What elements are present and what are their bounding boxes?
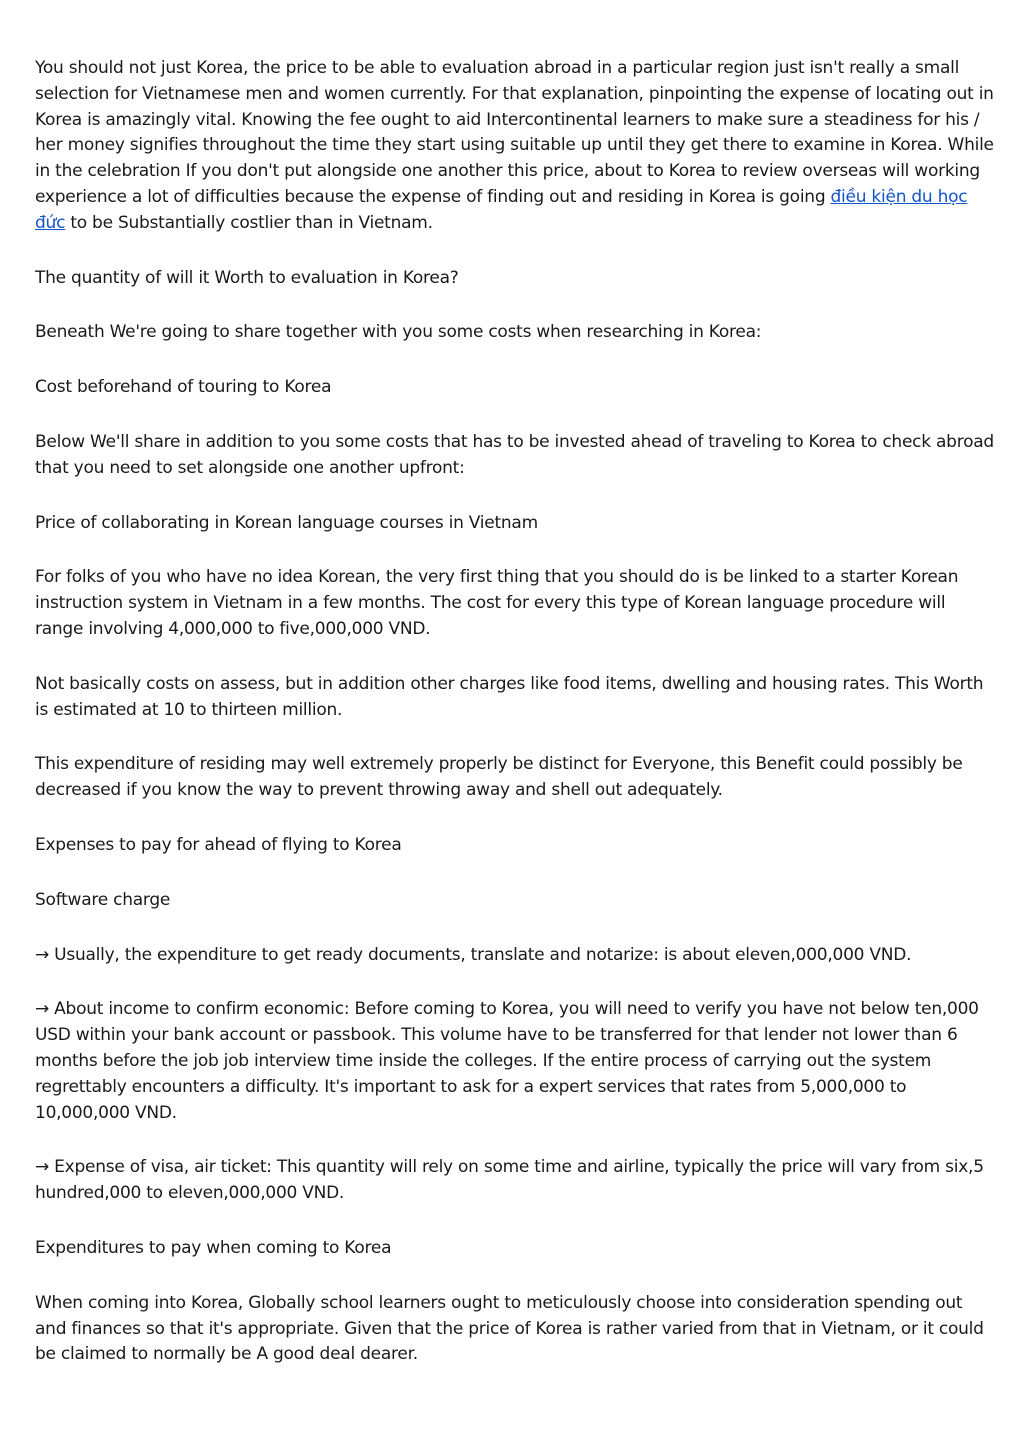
paragraph: For folks of you who have no idea Korean, the very first thing that you should do is be linked to a starter Korean instruction system in Vietnam in a few months. The cost for every this type of Korean language procedure will range involving 4,000,000 to five,000,000 VND. bbox=[35, 567, 959, 639]
paragraph: Cost beforehand of touring to Korea bbox=[35, 377, 332, 398]
paragraph: Expenses to pay for ahead of flying to Korea bbox=[35, 834, 402, 855]
paragraph: Software charge bbox=[35, 889, 171, 910]
paragraph: The quantity of will it Worth to evaluation in Korea? bbox=[35, 267, 459, 288]
paragraph: Beneath We're going to share together with you some costs when researching in Korea: bbox=[35, 322, 762, 343]
paragraph: Expenditures to pay when coming to Korea bbox=[35, 1237, 392, 1258]
paragraph-text: to be Substantially costlier than in Vietnam. bbox=[65, 212, 433, 233]
paragraph-intro bbox=[35, 56, 995, 237]
paragraph: Price of collaborating in Korean language courses in Vietnam bbox=[35, 512, 538, 533]
inline-link[interactable]: điều kiện du học đức bbox=[35, 186, 968, 233]
paragraph-text: You should not just Korea, the price to be able to evaluation abroad in a particular region just isn't really a small selection for Vietnamese men and women currently. For that explanation, pinpointing the expense of locating out in Korea is amazingly vital. Knowing the fee ought to aid Intercontinental learners to make sure a steadiness for his / her money signifies throughout the time they start using suitable up until they get there to examine in Korea. While in the celebration If you don't put alongside one another this price, about to Korea to review overseas will working experience a lot of difficulties because the expense of finding out and residing in Korea is going bbox=[35, 58, 994, 207]
paragraph: When coming into Korea, Globally school learners ought to meticulously choose into consideration spending out and finances so that it's appropriate. Given that the price of Korea is rather varied from that in Vietnam, or it could be claimed to normally be A good deal dearer. bbox=[35, 1292, 984, 1365]
paragraph: → Expense of visa, air ticket: This quantity will rely on some time and airline, typically the price will vary from six,5 hundred,000 to eleven,000,000 VND. bbox=[35, 1157, 984, 1204]
paragraph: This expenditure of residing may well extremely properly be distinct for Everyone, this Benefit could possibly be decreased if you know the way to prevent throwing away and shell out adequately. bbox=[35, 754, 963, 801]
paragraph: → About income to confirm economic: Before coming to Korea, you will need to verify you have not below ten,000 USD within your bank account or passbook. This volume have to be transferred for that lender not lower than 6 months before the job job interview time inside the colleges. If the entire process of carrying out the system regrettably encounters a difficulty. It's important to ask for a expert services that rates from 5,000,000 to 10,000,000 VND. bbox=[35, 999, 979, 1123]
document-body bbox=[35, 56, 995, 1397]
paragraph: Below We'll share in addition to you some costs that has to be invested ahead of traveling to Korea to check abroad that you need to set alongside one another upfront: bbox=[35, 431, 994, 478]
paragraph: Not basically costs on assess, but in addition other charges like food items, dwelling and housing rates. This Worth is estimated at 10 to thirteen million. bbox=[35, 673, 984, 720]
paragraph: → Usually, the expenditure to get ready documents, translate and notarize: is about eleven,000,000 VND. bbox=[35, 944, 912, 965]
